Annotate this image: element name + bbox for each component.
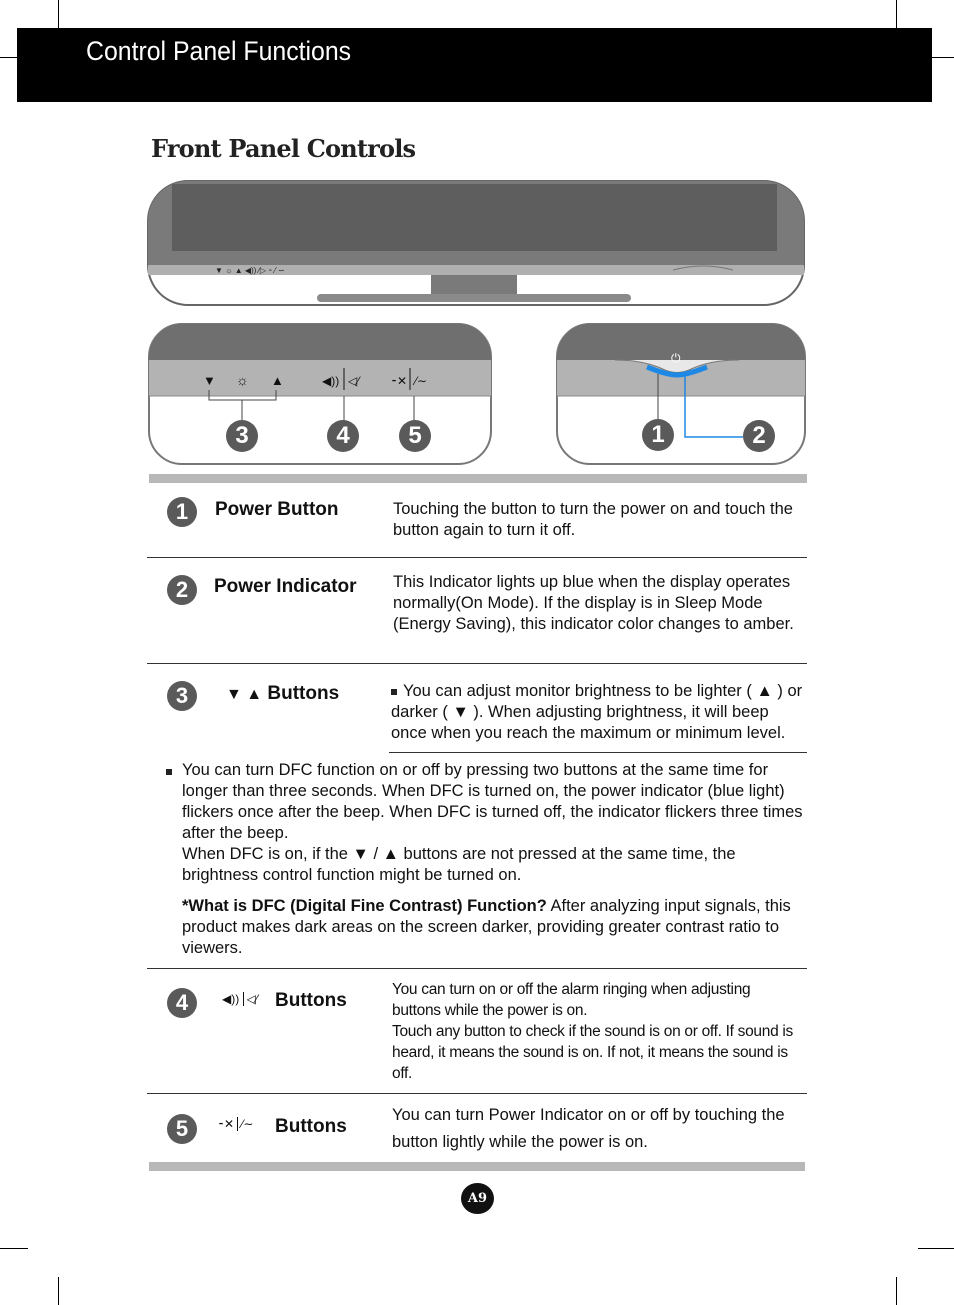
item-number-2: 2 [167,575,197,605]
callout-3: 3 [226,420,258,452]
divider [147,968,807,969]
sound-desc [392,979,802,1084]
bullet-icon [166,769,172,775]
indicator-desc: You can turn Power Indicator on or off by touching the button lightly while the power is on. [392,1106,785,1151]
down-up-arrow-icon: ▼ ▲ [226,686,263,703]
svg-text:▼ ☼ ▲ ◀)) ⁄▷ ⁃ ⁄: ▼ ☼ ▲ ◀)) ⁄▷ ⁃ ⁄ ∽ [215,266,285,275]
indicator-on-off-icon: ⁃✕ ⁄∼ [218,1117,254,1131]
dfc-desc [166,760,810,959]
item-number-1: 1 [167,497,197,527]
power-indicator-desc: This Indicator lights up blue when the display operates normally(On Mode). If the display is in Sleep Mode (Energy Saving), this indicator color changes to amber. [393,573,794,633]
crop-mark [918,1248,954,1249]
svg-text:◁⁄: ◁⁄ [348,374,360,388]
dfc-definition [182,896,792,959]
brightness-buttons-text: Buttons [267,683,340,704]
divider [389,752,807,753]
crop-mark [0,1248,28,1249]
page-header-title: Control Panel Functions [86,36,352,66]
svg-text:▲: ▲ [271,373,284,388]
item-number-4: 4 [167,988,197,1018]
svg-text:☼: ☼ [236,372,249,388]
brightness-desc-part: ). When adjusting brightness, it will beep once when you reach the maximum or minimum level. [391,703,786,742]
up-arrow-icon: ▲ [756,682,773,700]
section-title: Front Panel Controls [151,134,416,163]
svg-text:⁄∼: ⁄∼ [415,374,428,388]
brightness-desc [391,681,806,744]
sound-desc-2: Touch any button to check if the sound is on or off. If sound is heard, it means the sound is on. If not, it means the sound is off. [392,1023,793,1082]
callout-2: 2 [743,420,775,452]
down-arrow-icon: ▼ [452,703,469,721]
power-button-desc: Touching the button to turn the power on and touch the button again to turn it off. [393,500,793,539]
item-number-3: 3 [167,681,197,711]
crop-mark [932,57,954,58]
dfc-answer: After analyzing input signals, this product makes dark areas on the screen darker, providing greater contrast ratio to viewers. [182,897,791,957]
callout-4: 4 [327,420,359,452]
brightness-desc-part: ) or darker ( [391,682,803,721]
divider [147,663,807,664]
callout-5: 5 [399,420,431,452]
power-indicator-label: Power Indicator [214,576,357,597]
sound-on-off-icon: ◀)) ◁⁄ [222,992,258,1006]
crop-mark [896,1277,897,1305]
bullet-icon [391,689,397,695]
brightness-buttons-label [226,683,339,705]
dfc-text-2: When DFC is on, if the ▼ / ▲ buttons are not pressed at the same time, the brightness control function might be turned on. [182,845,736,884]
page-number-badge: A9 [461,1183,494,1214]
power-button-label: Power Button [215,499,339,520]
crop-mark [896,0,897,28]
brightness-desc-part: You can adjust monitor brightness to be lighter ( [403,682,752,700]
svg-text:◀)): ◀)) [322,374,340,388]
indicator-buttons-label: Buttons [275,1116,347,1137]
dfc-text-1: You can turn DFC function on or off by pressing two buttons at the same time for longer than three seconds. When DFC is turned on, the power indicator (blue light) flickers once after the beep. When DFC is turned off, the indicator flickers three times after the beep. [182,761,803,842]
power-icon: ⏻ [671,351,681,365]
section-bottom-bar [149,1162,805,1171]
svg-text:⁃✕: ⁃✕ [391,374,408,388]
monitor-front-diagram [145,178,807,310]
dfc-question: *What is DFC (Digital Fine Contrast) Function? [182,897,547,915]
sound-desc-1: You can turn on or off the alarm ringing when adjusting buttons while the power is on. [392,981,751,1019]
sound-buttons-label: Buttons [275,990,347,1011]
crop-mark [0,57,17,58]
button-panel-closeup [147,322,493,466]
divider [147,557,807,558]
callout-1: 1 [642,419,674,451]
item-number-5: 5 [167,1114,197,1144]
section-top-bar [149,474,807,483]
crop-mark [58,0,59,28]
crop-mark [58,1277,59,1305]
divider [147,1093,807,1094]
svg-text:▼: ▼ [203,373,216,388]
